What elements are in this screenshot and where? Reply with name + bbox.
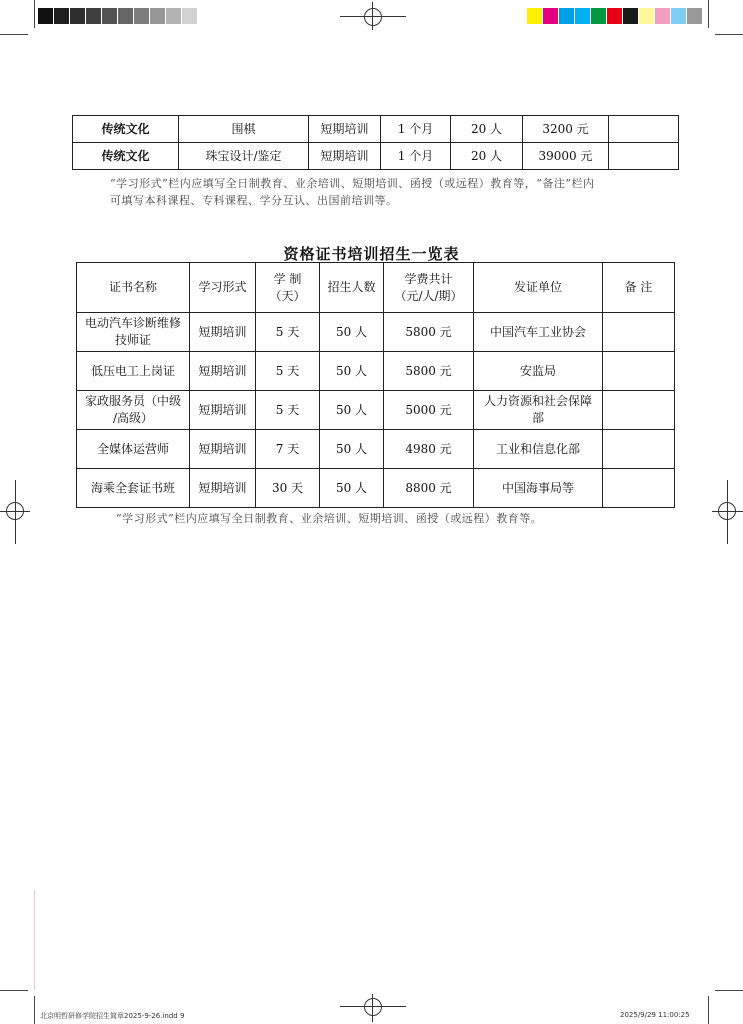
table-cell: 人力资源和社会保障 部: [474, 391, 603, 430]
table-cell: 家政服务员（中级 /高级）: [77, 391, 190, 430]
table-cell: [603, 430, 675, 469]
table-cell: 低压电工上岗证: [77, 352, 190, 391]
color-swatch: [527, 8, 543, 24]
table-cell: 全媒体运营师: [77, 430, 190, 469]
color-swatch: [623, 8, 639, 24]
table-cell: 安监局: [474, 352, 603, 391]
color-swatch: [671, 8, 687, 24]
table-cell: 5 天: [256, 352, 320, 391]
color-swatch: [166, 8, 182, 24]
table-cell: 短期培训: [309, 116, 381, 143]
crop-mark: [0, 990, 28, 991]
certificate-table: [76, 262, 675, 508]
table-cell: 5 天: [256, 391, 320, 430]
table-cell: 4980 元: [384, 430, 474, 469]
table-cell: 围棋: [179, 116, 309, 143]
table-note-line2: 可填写本科课程、专科课程、学分互认、出国前培训等。: [110, 194, 398, 207]
table-cell: 30 天: [256, 469, 320, 508]
table-cell: 7 天: [256, 430, 320, 469]
color-swatch: [687, 8, 703, 24]
table-cell: [609, 143, 679, 170]
table-cell: 8800 元: [384, 469, 474, 508]
table-cell: 中国汽车工业协会: [474, 313, 603, 352]
color-swatch: [118, 8, 134, 24]
table-cell: 50 人: [320, 352, 384, 391]
table-cell: 1 个月: [381, 143, 451, 170]
table-cell: [603, 469, 675, 508]
table-row: [77, 313, 675, 352]
footer-timestamp: 2025/9/29 11:00:25: [620, 1011, 690, 1019]
table-cell: 1 个月: [381, 116, 451, 143]
table-row: [77, 352, 675, 391]
color-swatch: [607, 8, 623, 24]
table-cell: 学习形式: [190, 263, 256, 313]
table-cell: 39000 元: [523, 143, 609, 170]
table-cell: [603, 313, 675, 352]
grayscale-bar: [38, 8, 214, 24]
table-cell: 电动汽车诊断维修 技师证: [77, 313, 190, 352]
table-cell: 短期培训: [190, 391, 256, 430]
table-cell: 工业和信息化部: [474, 430, 603, 469]
table-cell: 50 人: [320, 469, 384, 508]
color-swatch: [543, 8, 559, 24]
color-swatch: [150, 8, 166, 24]
crop-mark: [708, 0, 709, 28]
color-swatch: [86, 8, 102, 24]
registration-mark-icon: [364, 8, 382, 26]
color-swatch: [591, 8, 607, 24]
registration-mark-icon: [6, 502, 24, 520]
table-cell: 5 天: [256, 313, 320, 352]
color-swatch: [559, 8, 575, 24]
table-cell: 发证单位: [474, 263, 603, 313]
crop-mark: [34, 996, 35, 1024]
table-cell: 5800 元: [384, 313, 474, 352]
table-cell: 50 人: [320, 313, 384, 352]
table-row: [77, 430, 675, 469]
table-cell: [603, 391, 675, 430]
color-swatch: [54, 8, 70, 24]
table-cell: 短期培训: [190, 352, 256, 391]
registration-mark-icon: [718, 502, 736, 520]
bleed-line: [34, 890, 35, 990]
table-row: [73, 116, 679, 143]
table-cell: 短期培训: [309, 143, 381, 170]
color-swatch: [639, 8, 655, 24]
table-cell: 证书名称: [77, 263, 190, 313]
table-cell: 学 制 （天）: [256, 263, 320, 313]
table-cell: 学费共计 （元/人/期）: [384, 263, 474, 313]
table-cell: 50 人: [320, 391, 384, 430]
color-swatch: [70, 8, 86, 24]
registration-mark-icon: [364, 998, 382, 1016]
color-swatch: [198, 8, 214, 24]
color-swatch: [655, 8, 671, 24]
table-note-line1: “学习形式”栏内应填写全日制教育、业余培训、短期培训、函授（或远程）教育等，“备注”栏内: [110, 177, 595, 190]
table-cell: 3200 元: [523, 116, 609, 143]
table-cell: [603, 352, 675, 391]
table-cell: 中国海事局等: [474, 469, 603, 508]
table-row: [73, 143, 679, 170]
color-swatch: [182, 8, 198, 24]
course-table: [72, 115, 679, 170]
crop-mark: [715, 990, 743, 991]
table-cell: 5000 元: [384, 391, 474, 430]
table-cell: 5800 元: [384, 352, 474, 391]
color-bar: [527, 8, 703, 24]
table-cell: 珠宝设计/鉴定: [179, 143, 309, 170]
table-cell: 50 人: [320, 430, 384, 469]
table-cell: 短期培训: [190, 313, 256, 352]
table-cell: 20 人: [451, 116, 523, 143]
footer-file-info: 北京明哲研修学院招生简章2025-9-26.indd 9: [40, 1012, 185, 1020]
table-header-row: [77, 263, 675, 313]
table-cell: 招生人数: [320, 263, 384, 313]
table-cell: 海乘全套证书班: [77, 469, 190, 508]
table-cell: 短期培训: [190, 430, 256, 469]
color-swatch: [134, 8, 150, 24]
certificate-table-title: 资格证书培训招生一览表: [283, 245, 460, 263]
table-cell: 短期培训: [190, 469, 256, 508]
certificate-table-note: “学习形式”栏内应填写全日制教育、业余培训、短期培训、函授（或远程）教育等。: [116, 512, 543, 525]
table-cell: 20 人: [451, 143, 523, 170]
crop-mark: [708, 996, 709, 1024]
color-swatch: [38, 8, 54, 24]
crop-mark: [34, 0, 35, 28]
table-cell: 传统文化: [73, 143, 179, 170]
table-cell: [609, 116, 679, 143]
table-cell: 传统文化: [73, 116, 179, 143]
crop-mark: [715, 34, 743, 35]
table-row: [77, 391, 675, 430]
crop-mark: [0, 34, 28, 35]
table-row: [77, 469, 675, 508]
color-swatch: [575, 8, 591, 24]
color-swatch: [102, 8, 118, 24]
table-cell: 备 注: [603, 263, 675, 313]
